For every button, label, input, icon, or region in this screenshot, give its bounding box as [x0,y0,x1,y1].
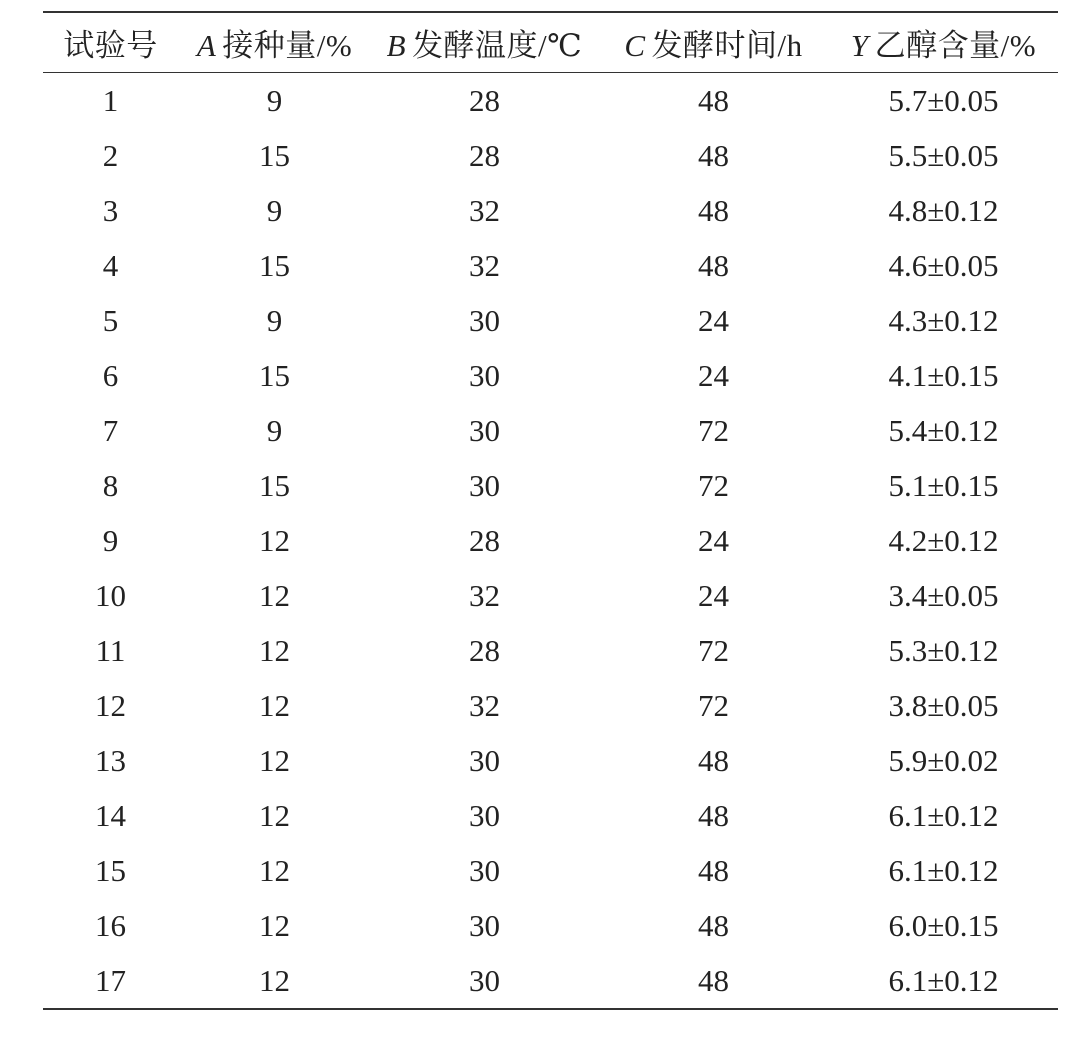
cell-time: 72 [698,467,729,503]
table-row [43,73,1058,129]
cell-temperature: 28 [469,632,500,668]
cell-inoculum: 12 [259,907,290,943]
table-row [43,458,1058,513]
cell-inoculum: 12 [259,632,290,668]
cell-inoculum: 12 [259,577,290,613]
cell-inoculum: 9 [266,82,283,118]
cell-inoculum: 15 [259,247,290,283]
cell-temperature: 30 [469,797,500,833]
cell-trial-number: 4 [102,247,119,283]
cell-trial-number: 7 [102,412,119,448]
cell-trial-number: 5 [102,302,119,338]
cell-temperature: 30 [469,962,500,998]
header-trial-number [43,12,178,73]
cell-trial-number: 2 [102,137,119,173]
cell-time: 24 [698,522,729,558]
cell-ethanol: 5.7±0.05 [888,82,999,118]
cell-inoculum: 12 [259,522,290,558]
cell-time: 48 [698,962,729,998]
table-row [43,788,1058,843]
results-table-container [43,11,1058,1010]
cell-inoculum: 12 [259,797,290,833]
table-row [43,623,1058,678]
cell-inoculum: 12 [259,687,290,723]
cell-temperature: 30 [469,852,500,888]
cell-temperature: 30 [469,357,500,393]
cell-inoculum: 12 [259,742,290,778]
cell-temperature: 28 [469,82,500,118]
table-row [43,293,1058,348]
cell-time: 72 [698,632,729,668]
table-row [43,678,1058,733]
table-row [43,953,1058,1009]
cell-trial-number: 1 [102,82,119,118]
cell-ethanol: 6.0±0.15 [888,907,999,943]
table-row [43,238,1058,293]
cell-ethanol: 6.1±0.12 [888,852,999,888]
cell-ethanol: 4.6±0.05 [888,247,999,283]
table-row [43,348,1058,403]
cell-time: 48 [698,137,729,173]
cell-trial-number: 9 [102,522,119,558]
cell-time: 48 [698,907,729,943]
cell-time: 48 [698,247,729,283]
cell-time: 48 [698,852,729,888]
header-label: 乙醇含量/% [874,28,1037,63]
table-row [43,403,1058,458]
cell-inoculum: 9 [266,302,283,338]
cell-temperature: 28 [469,522,500,558]
cell-ethanol: 3.4±0.05 [888,577,999,613]
table-row [43,183,1058,238]
cell-time: 72 [698,687,729,723]
cell-temperature: 30 [469,412,500,448]
cell-ethanol: 4.3±0.12 [888,302,999,338]
cell-inoculum: 12 [259,852,290,888]
cell-inoculum: 15 [259,137,290,173]
cell-trial-number: 13 [95,742,126,778]
cell-time: 24 [698,302,729,338]
cell-time: 48 [698,82,729,118]
cell-trial-number: 12 [95,687,126,723]
header-label: 接种量/% [222,28,353,63]
cell-time: 72 [698,412,729,448]
header-ethanol [829,12,1058,73]
cell-time: 48 [698,797,729,833]
cell-time: 24 [698,357,729,393]
cell-ethanol: 3.8±0.05 [888,687,999,723]
cell-temperature: 32 [469,687,500,723]
cell-trial-number: 14 [95,797,126,833]
header-variable: A [196,28,217,63]
table-row [43,128,1058,183]
cell-time: 24 [698,577,729,613]
header-variable: B [386,28,407,63]
cell-trial-number: 15 [95,852,126,888]
table-header [43,12,1058,73]
header-variable: C [624,28,646,63]
cell-inoculum: 15 [259,357,290,393]
cell-temperature: 32 [469,192,500,228]
header-temperature [371,12,598,73]
cell-trial-number: 16 [95,907,126,943]
cell-inoculum: 15 [259,467,290,503]
cell-temperature: 28 [469,137,500,173]
results-table [43,11,1058,1010]
cell-ethanol: 4.1±0.15 [888,357,999,393]
cell-temperature: 30 [469,907,500,943]
cell-inoculum: 9 [266,412,283,448]
table-body [43,73,1058,1010]
cell-temperature: 32 [469,577,500,613]
table-row [43,843,1058,898]
cell-inoculum: 9 [266,192,283,228]
cell-trial-number: 10 [95,577,126,613]
cell-trial-number: 6 [102,357,119,393]
cell-ethanol: 6.1±0.12 [888,962,999,998]
table-row [43,898,1058,953]
cell-ethanol: 4.8±0.12 [888,192,999,228]
cell-trial-number: 8 [102,467,119,503]
cell-ethanol: 5.5±0.05 [888,137,999,173]
cell-temperature: 30 [469,467,500,503]
cell-trial-number: 11 [95,632,126,668]
header-time [598,12,829,73]
cell-ethanol: 5.4±0.12 [888,412,999,448]
table-row [43,733,1058,788]
cell-temperature: 30 [469,742,500,778]
cell-ethanol: 5.1±0.15 [888,467,999,503]
cell-ethanol: 5.3±0.12 [888,632,999,668]
cell-ethanol: 5.9±0.02 [888,742,999,778]
cell-trial-number: 3 [102,192,119,228]
cell-time: 48 [698,192,729,228]
header-row [43,12,1058,73]
header-inoculum [178,12,371,73]
header-label: 发酵温度/℃ [412,28,583,63]
cell-temperature: 30 [469,302,500,338]
cell-inoculum: 12 [259,962,290,998]
header-variable: Y [850,28,869,63]
cell-ethanol: 6.1±0.12 [888,797,999,833]
header-label: 试验号 [63,28,158,63]
table-row [43,513,1058,568]
header-label: 发酵时间/h [651,28,803,63]
cell-trial-number: 17 [95,962,126,998]
cell-time: 48 [698,742,729,778]
cell-ethanol: 4.2±0.12 [888,522,999,558]
table-row [43,568,1058,623]
cell-temperature: 32 [469,247,500,283]
